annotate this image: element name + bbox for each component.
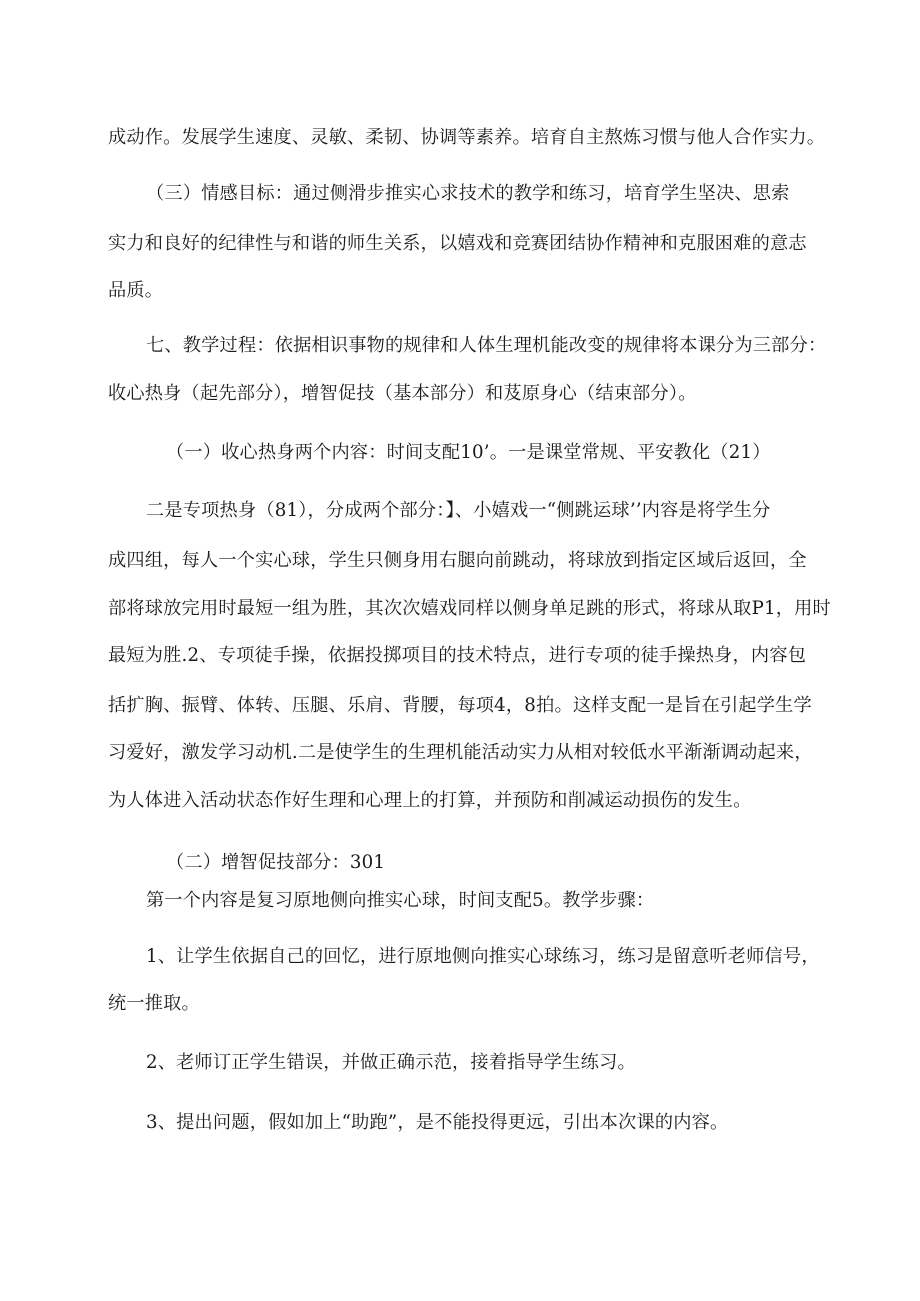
paragraph-line: 部将球放完用时最短一组为胜，其次次嬉戏同样以侧身单足跳的形式，将球从取P1，用时 xyxy=(108,598,831,619)
paragraph-line: 习爱好，激发学习动机.二是使学生的生理机能活动实力从相对较低水平渐渐调动起来， xyxy=(108,742,813,763)
paragraph-line: 括扩胸、振臂、体转、压腿、乐肩、背腰，每项4，8拍。这样支配一是旨在引起学生学 xyxy=(108,695,812,716)
paragraph-line: 品质。 xyxy=(108,280,164,301)
paragraph-line: 成动作。发展学生速度、灵敏、柔韧、协调等素养。培育自主熬炼习惯与他人合作实力。 xyxy=(108,127,826,148)
paragraph-line: 实力和良好的纪律性与和谐的师生关系，以嬉戏和竞赛团结协作精神和克服困难的意志 xyxy=(108,233,807,254)
paragraph-line: 2、老师订正学生错误，并做正确示范，接着指导学生练习。 xyxy=(146,1052,636,1073)
paragraph-line: 七、教学过程：依据相识事物的规律和人体生理机能改变的规律将本课分为三部分： xyxy=(146,335,827,356)
paragraph-line: 最短为胜.2、专项徒手操，依据投掷项目的技术特点，进行专项的徒手操热身，内容包 xyxy=(108,645,807,666)
paragraph-line: （三）情感目标：通过侧滑步推实心求技术的教学和练习，培育学生坚决、思索 xyxy=(146,183,790,204)
paragraph-line: 二是专项热身（81），分成两个部分：】、小嬉戏一“侧跳运球’’内容是将学生分 xyxy=(146,500,771,521)
paragraph-line: 成四组，每人一个实心球，学生只侧身用右腿向前跳动，将球放到指定区域后返回，全 xyxy=(108,550,807,571)
paragraph-line: 统一推取。 xyxy=(108,993,200,1014)
section-heading: （二）增智促技部分：301 xyxy=(166,852,386,873)
paragraph-line: 1、让学生依据自己的回忆，进行原地侧向推实心球练习，练习是留意听老师信号， xyxy=(146,946,820,967)
paragraph-line: 第一个内容是复习原地侧向推实心球，时间支配5。教学步骤： xyxy=(146,890,655,911)
paragraph-line: （一）收心热身两个内容：时间支配10’。一是课堂常规、平安教化（21） xyxy=(166,442,771,463)
paragraph-line: 为人体进入活动状态作好生理和心理上的打算，并预防和削减运动损伤的发生。 xyxy=(108,790,752,811)
paragraph-line: 3、提出问题，假如加上“助跑”，是不能投得更远，引出本次课的内容。 xyxy=(146,1112,729,1133)
paragraph-line: 收心热身（起先部分），增智促技（基本部分）和芨原身心（结束部分）。 xyxy=(108,383,697,404)
